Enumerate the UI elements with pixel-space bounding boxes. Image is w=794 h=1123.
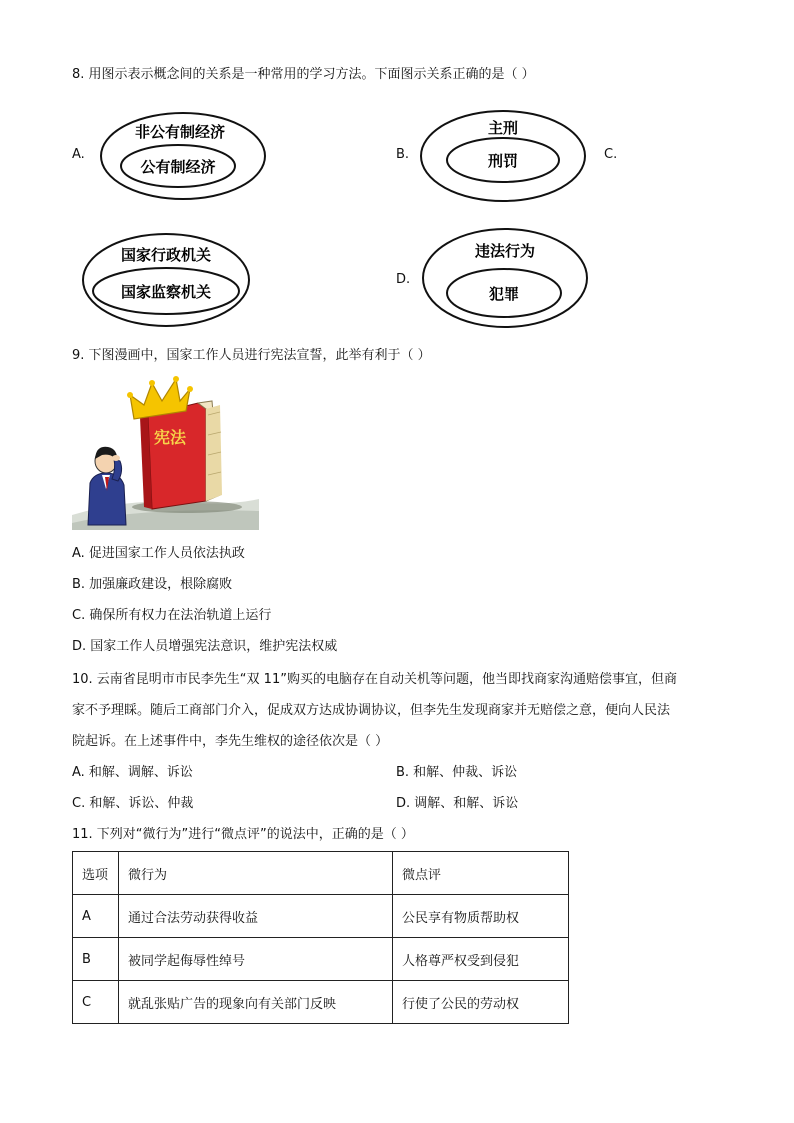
table-cell: 行使了公民的劳动权	[393, 981, 569, 1024]
q10-stem-line-3: 院起诉。在上述事件中，李先生维权的途径依次是（ ）	[72, 734, 389, 749]
q8-d-outer-label: 违法行为	[474, 242, 536, 260]
q11-table	[72, 851, 569, 1024]
table-cell: 被同学起侮辱性绰号	[119, 938, 393, 981]
q8-b-inner-label: 刑罚	[487, 152, 519, 170]
table-row	[73, 981, 569, 1024]
table-row	[73, 938, 569, 981]
q8-d-inner-label: 犯罪	[488, 285, 520, 303]
table-cell: 就乱张贴广告的现象向有关部门反映	[119, 981, 393, 1024]
table-header-row	[73, 852, 569, 895]
q8-stem: 8. 用图示表示概念间的关系是一种常用的学习方法。下面图示关系正确的是（ ）	[72, 67, 535, 82]
q8-b-outer-label: 主刑	[487, 119, 519, 137]
q8-option-d-letter: D.	[396, 272, 411, 287]
q10-option-a: A. 和解、调解、诉讼	[72, 765, 193, 780]
q9-cartoon-book-title: 宪法	[153, 428, 187, 447]
table-cell: 通过合法劳动获得收益	[119, 895, 393, 938]
q8-option-b-letter: B.	[396, 147, 410, 162]
q9-option-c: C. 确保所有权力在法治轨道上运行	[72, 608, 272, 623]
table-header-cell: 选项	[73, 852, 119, 895]
q8-option-c-letter: C.	[604, 147, 618, 162]
q8-c-outer-label: 国家行政机关	[120, 246, 212, 264]
table-row	[73, 895, 569, 938]
table-cell: 公民享有物质帮助权	[393, 895, 569, 938]
q9-stem: 9. 下图漫画中，国家工作人员进行宪法宣誓，此举有利于（ ）	[72, 348, 431, 363]
q10-stem-line-2: 家不予理睬。随后工商部门介入，促成双方达成协调协议，但李先生发现商家并无赔偿之意，便向人民法	[72, 703, 671, 718]
table-cell: B	[73, 938, 119, 981]
q8-option-d-diagram	[420, 226, 590, 334]
q8-a-inner-label: 公有制经济	[140, 158, 216, 176]
q9-option-d: D. 国家工作人员增强宪法意识，维护宪法权威	[72, 639, 338, 654]
q8-c-inner-label: 国家监察机关	[120, 283, 212, 301]
table-header-cell: 微行为	[119, 852, 393, 895]
q10-option-b: B. 和解、仲裁、诉讼	[396, 765, 518, 780]
q8-option-c-diagram	[80, 231, 252, 333]
q8-a-outer-label: 非公有制经济	[134, 123, 226, 141]
q10-option-d: D. 调解、和解、诉讼	[396, 796, 519, 811]
q10-option-c: C. 和解、诉讼、仲裁	[72, 796, 194, 811]
q9-option-a: A. 促进国家工作人员依法执政	[72, 546, 245, 561]
table-cell: A	[73, 895, 119, 938]
q8-option-a-letter: A.	[72, 147, 85, 162]
table-header-cell: 微点评	[393, 852, 569, 895]
q9-option-b: B. 加强廉政建设，根除腐败	[72, 577, 233, 592]
q11-stem: 11. 下列对“微行为”进行“微点评”的说法中，正确的是（ ）	[72, 827, 414, 842]
q9-cartoon	[72, 375, 259, 530]
q8-option-b-diagram	[418, 108, 588, 208]
table-cell: 人格尊严权受到侵犯	[393, 938, 569, 981]
q8-option-a-diagram	[98, 110, 268, 206]
table-cell: C	[73, 981, 119, 1024]
q10-stem-line-1: 10. 云南省昆明市市民李先生“双 11”购买的电脑存在自动关机等问题，他当即找商家沟通赔偿事宜，但商	[72, 672, 677, 687]
